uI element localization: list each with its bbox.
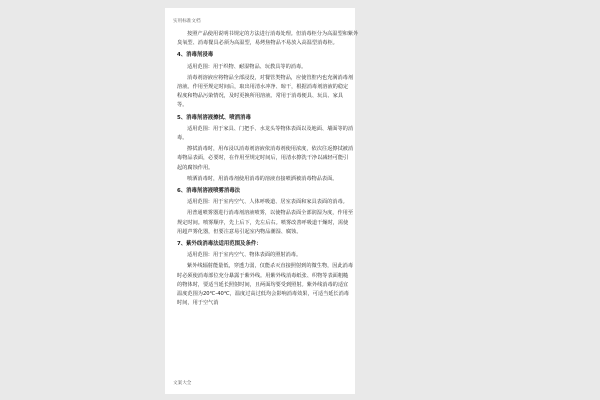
paragraph: 喷洒消毒时，用消毒剂使用消毒的溶液直接喷洒被消毒物品表面。 xyxy=(187,175,338,182)
section-heading: 4、消毒剂浸毒 xyxy=(177,52,214,59)
paragraph: 适用范围：用于室内空气、物体表面的照射消毒。 xyxy=(187,252,302,259)
section-heading: 7、紫外线消毒法适用范围及条件： xyxy=(177,241,262,248)
paragraph: 按照产品使用说明书规定的方法进行消毒处理。但消毒柜分为高温型和紫外臭氧型、消毒餐具必须为高温型，易烤焦物品不易放入高温型消毒柜。 xyxy=(177,31,359,47)
document-page xyxy=(165,8,359,394)
page-footer-note: 文案大全 xyxy=(173,380,192,386)
section-heading: 5、消毒剂溶液擦拭、喷洒消毒 xyxy=(177,114,251,121)
paragraph: 适用范围：用于室内空气、人体呼吸道、居室表面和家具表面的消毒。 xyxy=(187,199,348,206)
paragraph: 适用范围：用于织物、耐湿物品、玩教具等的消毒。 xyxy=(187,63,307,70)
page-header-note: 实用标准文档 xyxy=(173,19,201,24)
paragraph: 紫外线辐射能量低，穿透力弱，仅能杀灭直接照射到的微生物，因此消毒时必须使消毒部位充分暴露于紫外线。用紫外线消毒纸张、织物等表面粗糙的物体时，要适当延长照射时间，且两面均要受到照射。紫外线消毒的适宜温度范围为20℃-40℃，温度过高过低均会影响消毒效果，可适当延长消毒时间，用于空气消 xyxy=(177,263,354,307)
paragraph: 适用范围：用于家具、门把手、水龙头等物体表面以及地面、墙面等的消毒。 xyxy=(177,125,354,142)
paragraph: 用普通喷雾器进行消毒剂溶液喷雾，以使物品表面全部润湿为度，作用至规定时间。喷雾顺序，先上后下，先左后右。喷雾改善呼吸道干燥时，需使用超声雾化器，但要注意易引起室内物品潮湿、腐蚀。 xyxy=(177,210,354,235)
section-heading: 6、消毒剂溶液喷雾消毒法 xyxy=(177,188,241,195)
document-content xyxy=(177,30,359,310)
paragraph: 消毒剂溶液应将物品全部浸没，对餐管类物品，应使管腔内也充满消毒剂溶液。作用至规定时间后，取出用清水冲净、晾干，根据消毒剂溶液的稳定程度和物品污染情况，及时更换所用溶液。常用于消毒便具、玩具、家具等。 xyxy=(177,74,354,109)
paragraph: 擦拭消毒时，用布浸以消毒剂溶液依消毒剂使用浓度，依次往返擦拭被消毒物品表面，必要时，在作用至规定时间后，用清水擦洗干净以减轻可能引起的腐蚀作用。 xyxy=(177,146,354,171)
